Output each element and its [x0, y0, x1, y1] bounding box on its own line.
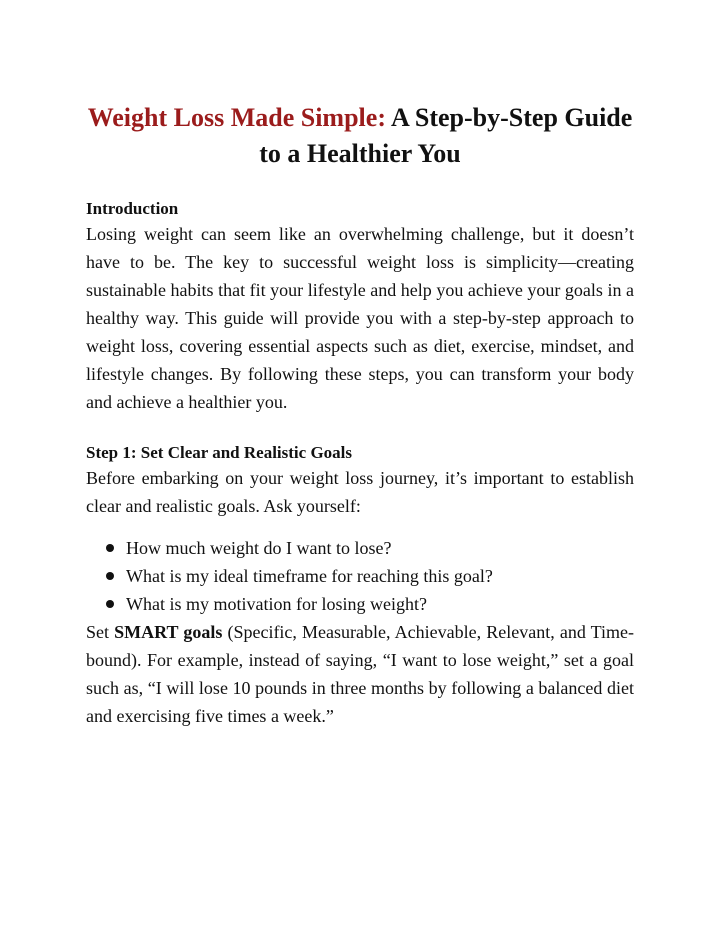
bullet-icon: [106, 600, 114, 608]
introduction-paragraph: Losing weight can seem like an overwhelming challenge, but it doesn’t have to be. The key to successful weight loss is simplicity—creating sustainable habits that fit your lifestyle and help you achieve your goals in a healthy way. This guide will provide you with a step-by-step approach to weight loss, covering essential aspects such as diet, exercise, mindset, and lifestyle changes. By following these steps, you can transform your body and achieve a healthier you.: [86, 224, 634, 412]
smart-suffix: (Specific, Measurable, Achievable, Relevant, and Time-bound). For example, instead of saying, “I want to lose weight,” set a goal such as, “I will lose 10 pounds in three months by following a balanced diet and exercising five times a week.”: [86, 622, 634, 726]
list-item: [104, 590, 634, 618]
smart-goals-paragraph: [86, 618, 634, 730]
question-text: What is my motivation for losing weight?: [126, 594, 427, 614]
bullet-icon: [106, 544, 114, 552]
question-text: What is my ideal timeframe for reaching this goal?: [126, 566, 493, 586]
introduction-heading: Introduction: [86, 199, 179, 218]
document-page: [86, 100, 634, 730]
document-title: [86, 100, 634, 172]
title-accent: Weight Loss Made Simple:: [87, 103, 386, 132]
title-rest: A Step-by-Step Guide to a Healthier You: [259, 103, 633, 168]
question-text: How much weight do I want to lose?: [126, 538, 392, 558]
goal-questions-list: [86, 534, 634, 618]
list-item: [104, 562, 634, 590]
step1-heading: Step 1: Set Clear and Realistic Goals: [86, 443, 353, 462]
list-item: [104, 534, 634, 562]
smart-prefix: Set: [86, 622, 115, 642]
smart-goals-term: SMART goals: [114, 622, 223, 642]
bullet-icon: [106, 572, 114, 580]
step1-paragraph: Before embarking on your weight loss journey, it’s important to establish clear and realistic goals. Ask yourself:: [86, 468, 634, 516]
